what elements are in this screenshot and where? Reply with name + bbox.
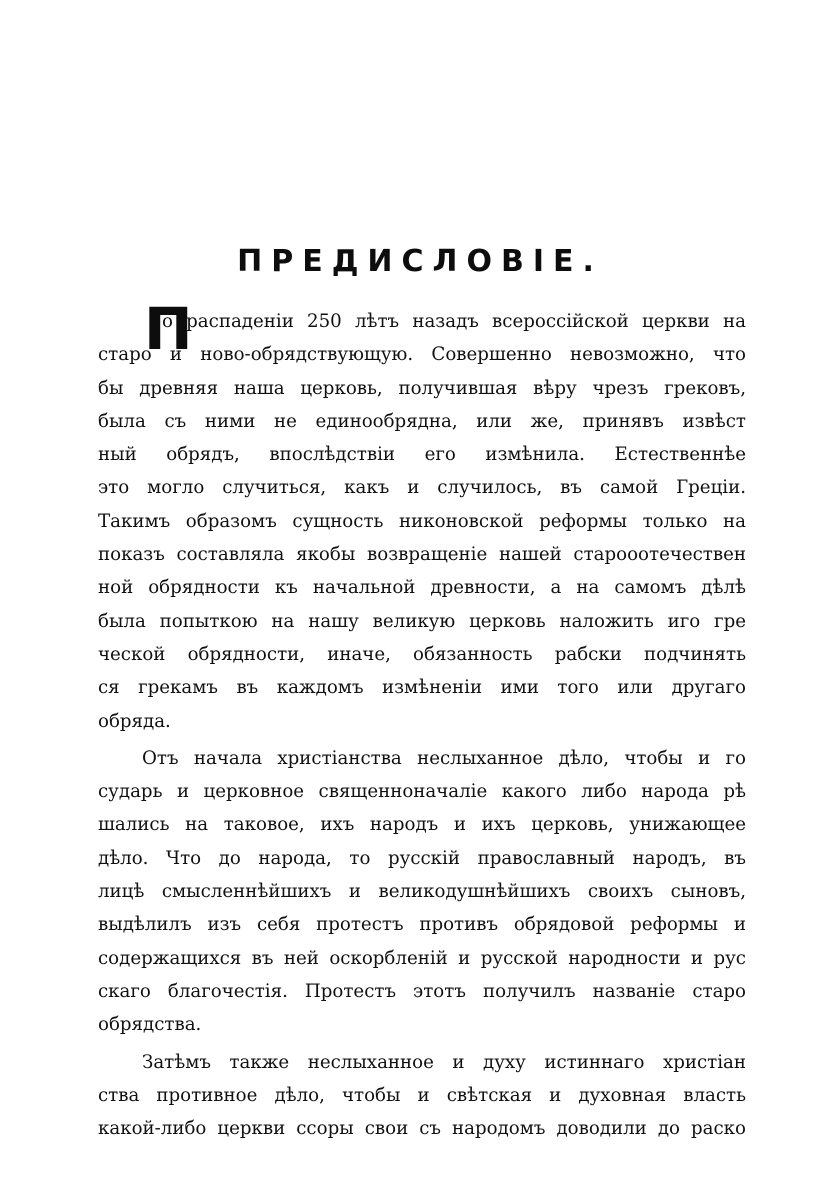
drop-cap-letter: П	[144, 295, 193, 363]
text-line: дѣло. Что до народа, то русскій православный народъ, въ	[98, 847, 746, 869]
text-line: выдѣлилъ изъ себя протестъ противъ обрядовой реформы и	[98, 914, 746, 936]
text-line: ный обрядъ, впослѣдствіи его измѣнила. Естественнѣе	[98, 444, 746, 466]
text-line: Такимъ образомъ сущность никоновской реформы только на	[98, 510, 746, 532]
paragraph-3	[98, 1046, 746, 1146]
text-line: была попыткою на нашу великую церковь наложить иго гре	[98, 610, 746, 632]
text-line: бы древняя наша церковь, получившая вѣру чрезъ грековъ,	[98, 377, 746, 399]
text-line: ной обрядности къ начальной древности, а на самомъ дѣлѣ	[98, 577, 746, 599]
text-line: шались на таковое, ихъ народъ и ихъ церковь, унижающее	[98, 814, 746, 836]
paragraph-2	[98, 742, 746, 1042]
text-line: ства противное дѣло, чтобы и свѣтская и духовная власть	[98, 1084, 746, 1106]
text-line: скаго благочестія. Протестъ этотъ получилъ названіе старо	[98, 980, 746, 1002]
text-line: обряда.	[98, 710, 171, 732]
text-line: показъ составляла якобы возвращеніе нашей старооотечествен	[98, 544, 746, 566]
text-line: ся грекамъ въ каждомъ измѣненіи ими того или другаго	[98, 677, 746, 699]
text-line: сударь и церковное священноначаліе какого либо народа рѣ	[98, 781, 746, 803]
text-line: лицѣ смысленнѣйшихъ и великодушнѣйшихъ своихъ сыновъ,	[98, 881, 746, 903]
text-line: обрядства.	[98, 1014, 202, 1036]
text-line: о распаденіи 250 лѣтъ назадъ всероссійской церкви на	[162, 311, 746, 332]
text-line: какой-либо церкви ссоры свои съ народомъ доводили до раско	[98, 1118, 746, 1140]
text-line: содержащихся въ ней оскорбленій и русской народности и рус	[98, 947, 746, 969]
text-line: это могло случиться, какъ и случилось, въ самой Греціи.	[98, 477, 746, 499]
page-title: ПРЕДИСЛОВІЕ.	[237, 244, 603, 279]
paragraph-1	[98, 295, 746, 738]
body-text	[98, 295, 746, 1145]
text-line: старо и ново-обрядствующую. Совершенно невозможно, что	[98, 344, 746, 366]
text-line: Затѣмъ также неслыханное и духу истиннаго христіан	[142, 1051, 746, 1073]
text-line: ческой обрядности, иначе, обязанность рабски подчинять	[98, 643, 746, 665]
text-line: была съ ними не единообрядна, или же, принявъ извѣст	[98, 410, 746, 432]
text-line: Отъ начала христіанства неслыханное дѣло, чтобы и го	[142, 747, 746, 769]
